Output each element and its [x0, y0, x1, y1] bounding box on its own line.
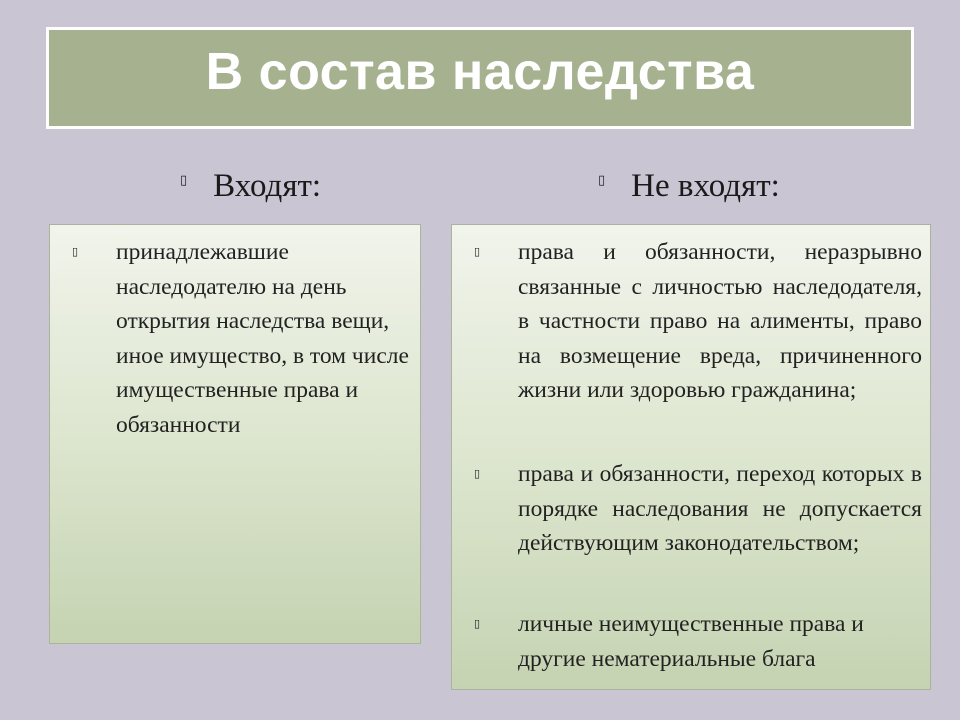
- right-heading-text: Не входят:: [631, 168, 780, 204]
- bullet-icon: ▯: [180, 173, 188, 188]
- slide-title: В состав наследства: [205, 43, 755, 101]
- list-item: [474, 235, 922, 408]
- list-item-text: права и обязанности, неразрывно связанные с личностью наследодателя, в частности право на алименты, право на возмещение вреда, причиненного жизни или здоровью гражданина;: [518, 239, 922, 403]
- bullet-icon: ▯: [72, 245, 79, 258]
- bullet-icon: ▯: [474, 467, 481, 480]
- list-item: [474, 607, 922, 676]
- title-banner: [46, 27, 914, 129]
- bullet-icon: ▯: [598, 173, 606, 188]
- bullet-icon: ▯: [474, 245, 481, 258]
- list-item: [474, 457, 922, 561]
- list-item: [72, 235, 416, 442]
- right-column-heading: [598, 168, 780, 205]
- list-item-text: принадлежавшие наследодателю на день открытия наследства вещи, иное имущество, в том числе имущественные права и обязанности: [116, 239, 409, 438]
- excluded-panel: [451, 224, 931, 690]
- left-heading-text: Входят:: [213, 168, 322, 204]
- list-item-text: личные неимущественные права и другие нематериальные блага: [518, 611, 864, 672]
- left-column-heading: [180, 168, 321, 205]
- included-panel: [49, 224, 421, 644]
- list-item-text: права и обязанности, переход которых в порядке наследования не допускается действующим законодательством;: [518, 461, 922, 556]
- bullet-icon: ▯: [474, 617, 481, 630]
